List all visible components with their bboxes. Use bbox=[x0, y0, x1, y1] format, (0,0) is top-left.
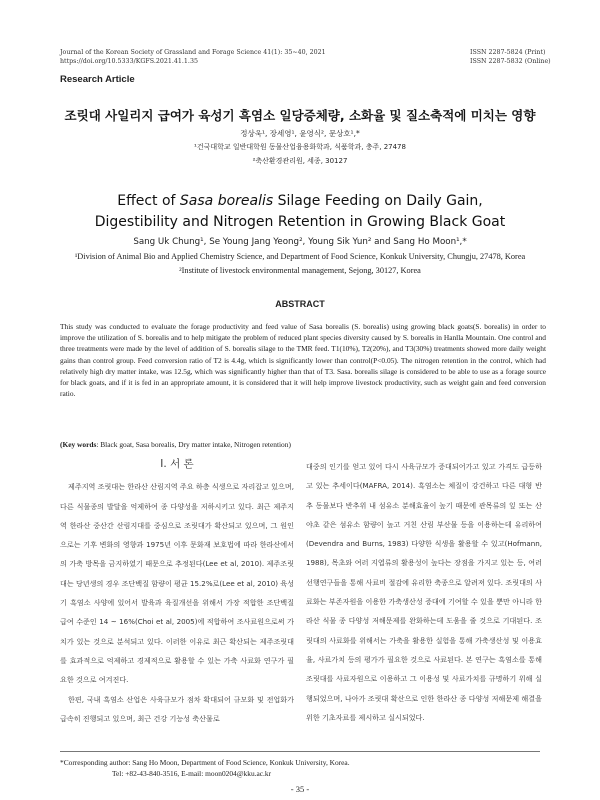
page-number: - 35 - bbox=[290, 784, 310, 794]
english-affiliation-1: ¹Division of Animal Bio and Applied Chemistry Science, and Department of Food Science, Konkuk University, Chungju, 27478, Korea bbox=[74, 252, 526, 261]
korean-title: 조릿대 사일리지 급여가 육성기 흑염소 일당증체량, 소화율 및 질소축적에 미치는 영향 bbox=[64, 108, 536, 123]
title-prefix: Effect of bbox=[117, 193, 180, 209]
keywords-list: : Black goat, Sasa borealis, Dry matter intake, Nitrogen retention) bbox=[96, 440, 291, 449]
korean-affiliation-2: ²축산환경관리원, 세종, 30127 bbox=[252, 157, 348, 165]
footnote-line-1: *Corresponding author: Sang Ho Moon, Department of Food Science, Konkuk University, Korea. bbox=[60, 758, 350, 767]
footnote-rule bbox=[60, 751, 540, 752]
abstract-heading: ABSTRACT bbox=[275, 299, 325, 309]
intro-paragraph-1: 제주지역 조릿대는 한라산 산림지역 주요 하층 식생으로 자리잡고 있으며, 다른 식물종의 발달을 억제하여 종 다양성을 저하시키고 있다. 최근 제주지역 한라산 중산간 산림지대를 중심으로 조릿대가 확산되고 있으며, 그 원인으로는 기후 변화의 영향과 1975년 이후 문화재 보호법에 따라 한라산에서의 가축 방목을 금지하였기 때문으로 추정된다(Lee et al, 2010). 제주조릿대는 당년생의 경우 조단백질 함량이 평균 15.2%로(Lee et al, 2010) 육성기 흑염소 사양에 있어서 발육과 육질개선을 위해서 가장 적합한 조단백질 급여 수준인 14 ~ 16%(Choi et al, 2005)에 적합하여 조사료원으로써 가치가 있는 것으로 분석되고 있다. 이러한 이유로 최근 확산되는 제주조릿대를 효과적으로 억제하고 경제적으로 활용할 수 있는 가축 사료화 연구가 필요한 것으로 여겨진다. bbox=[60, 482, 294, 685]
intro-paragraph-3: 대중의 인기를 얻고 있어 다시 사육규모가 증대되어가고 있고 가격도 급등하고 있는 추세이다(MAFRA, 2014). 흑염소는 체질이 강건하고 다른 대형 반추 동물보다 반추위 내 섬유소 분해효율이 높기 때문에 관목류의 잎 또는 산야초 같은 섬유소 함량이 높고 거친 산림 부산물 등을 이용하는데 유리하여(Devendra and Burns, 1983) 다양한 식생을 활용할 수 있고(Hofmann, 1988), 목초와 여러 지엽류의 활용성이 높다는 장점을 가지고 있는 등, 여러 선행연구들을 통해 사료비 절감에 유리한 축종으로 알려져 있다. 조릿대의 사료화는 부존자원을 이용한 가축생산성 증대에 기여할 수 있을 뿐만 아니라 한라산 식물 종 다양성 저해문제를 완화하는데 도움을 줄 것으로 기대된다. 조릿대의 사료화를 위해서는 가축을 활용한 실험을 통해 가축생산성 및 이용효율, 사료가치 등의 평가가 필요한 것으로 사료된다. 본 연구는 흑염소를 통해 조릿대를 사료자원으로 이용하고 그 이용성 및 사료가치를 규명하기 위해 실행되었으며, 나아가 조릿대 확산으로 인한 한라산 종 다양성 저해문제 해결을 위한 기초자료를 제시하고 실시되었다. bbox=[306, 462, 542, 722]
korean-authors: 정상욱¹, 장세영¹, 윤영식², 문상호¹,* bbox=[240, 129, 360, 138]
corresponding-author-note bbox=[60, 757, 350, 779]
left-column bbox=[60, 455, 294, 728]
title-species: Sasa borealis bbox=[179, 193, 274, 209]
issn-print: ISSN 2287-5824 (Print) bbox=[470, 49, 546, 56]
right-column bbox=[306, 457, 542, 727]
doi-link[interactable]: https://doi.org/10.5333/KGFS.2021.41.1.35 bbox=[60, 58, 198, 65]
footnote-line-2: Tel: +82-43-840-3516, E-mail: moon0204@kku.ac.kr bbox=[112, 769, 272, 778]
title-suffix: Silage Feeding on Daily Gain, bbox=[273, 193, 483, 209]
english-title-line1 bbox=[0, 193, 600, 209]
english-affiliation-2: ²Institute of livestock environmental management, Sejong, 30127, Korea bbox=[179, 266, 421, 275]
korean-affiliation-1: ¹건국대학교 일반대학원 동물산업융용화학과, 식품학과, 충주, 27478 bbox=[194, 143, 406, 151]
english-authors: Sang Uk Chung¹, Se Young Jang Yeong², Young Sik Yun² and Sang Ho Moon¹,* bbox=[133, 237, 467, 247]
abstract-text: This study was conducted to evaluate the forage productivity and feed value of Sasa borealis (S. borealis) using growing black goats(S. borealis) in order to improve the utilization of S. borealis and to help mitigate the problem of reduced plant species diversity caused by S. borealis in Hanlla Mountain. One control and three treatments were made by the level of addition of S. borealis silage to the TMR feed. T1(10%), T2(20%), and T3(30%) treatments showed more daily weight gains than control group. Feed conversion ratio of T2 is 4.4g, which is significantly lower than control(P<0.05). The nitrogen retention in the control, which had relatively high dry matter intake, was 12.5g, which was significantly higher than that of T3. Sasa. borealis silage is considered to be able to use as a forage source for black goats, and if it is fed in an appropriate amount, it is considered that it will help improve livestock productivity, such as weight gain and feed conversion ratio. bbox=[60, 322, 546, 399]
intro-paragraph-2: 한편, 국내 흑염소 산업은 사육규모가 점차 확대되어 규모화 및 전업화가 급속히 진행되고 있으며, 최근 건강 기능성 축산물로 bbox=[60, 694, 294, 723]
english-title-line2: Digestibility and Nitrogen Retention in Growing Black Goat bbox=[94, 214, 506, 230]
article-type: Research Article bbox=[60, 74, 135, 85]
keywords-label: (Key words bbox=[60, 440, 97, 449]
keywords bbox=[60, 440, 546, 449]
section-introduction-heading: Ⅰ. 서 론 bbox=[160, 458, 194, 470]
issn-online: ISSN 2287-5832 (Online) bbox=[470, 58, 551, 65]
journal-citation: Journal of the Korean Society of Grassland and Forage Science 41(1): 35~40, 2021 bbox=[60, 49, 326, 56]
